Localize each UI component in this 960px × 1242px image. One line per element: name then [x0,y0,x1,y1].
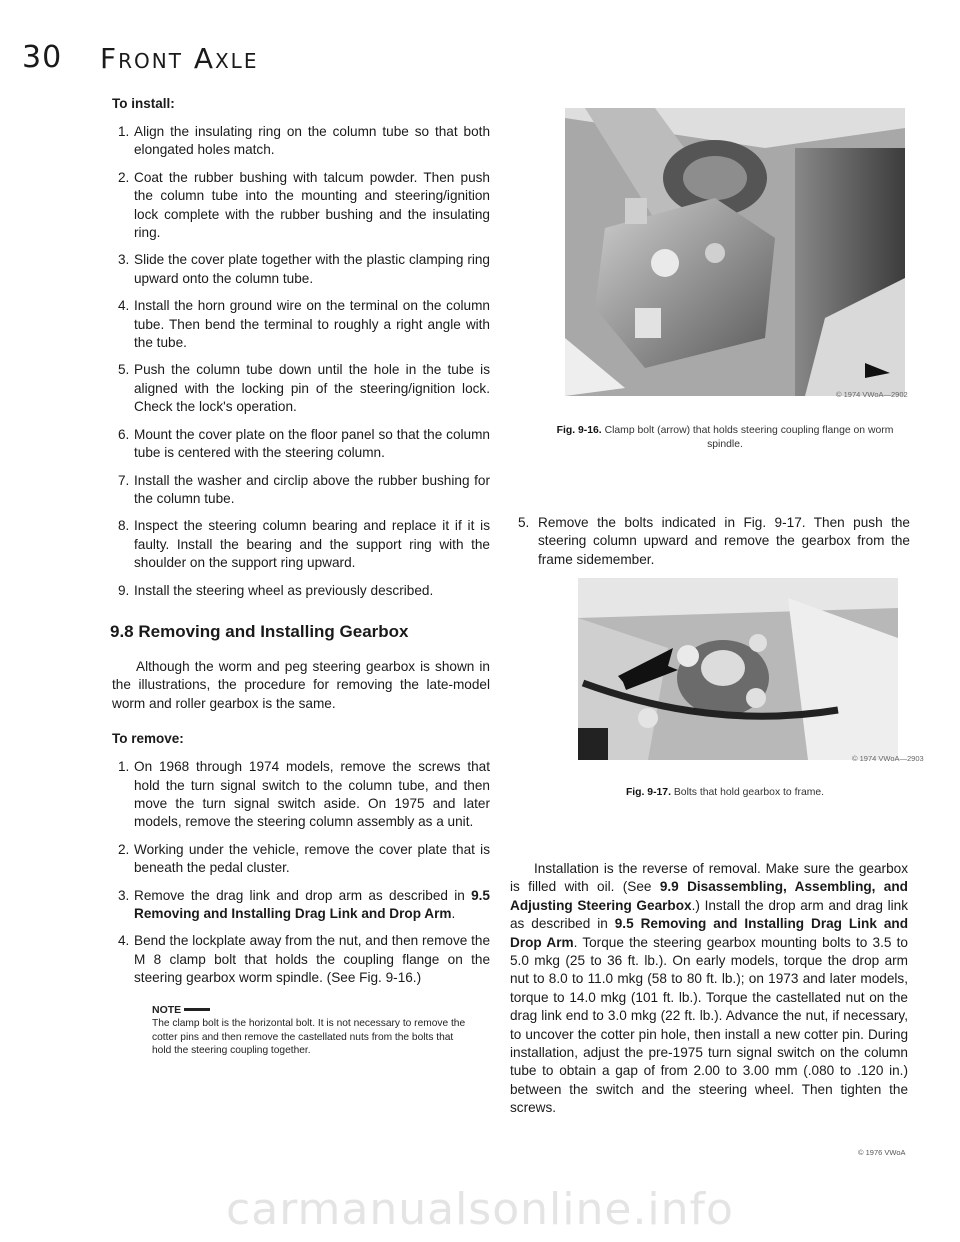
step-text: Remove the drag link and drop arm as described in [134,887,472,903]
step-number: 2. [118,169,130,185]
step-number: 7. [118,472,130,488]
step-number: 6. [118,426,130,442]
figure-9-17-photo [578,578,898,760]
figure-9-16-photo [565,108,905,396]
note-text: The clamp bolt is the horizontal bolt. It is not necessary to remove the cotter pins and then remove the castellated nuts from the bolts that hold the steering coupling together. [152,1018,466,1057]
install-step-8 [112,517,490,572]
figure-9-17-label: Fig. 9-17. [625,787,671,798]
step-text: Slide the cover plate together with the plastic clamping ring upward onto the column tube. [134,252,490,286]
install-step-7 [112,472,490,509]
figure-9-16-label: Fig. 9-16. [556,425,602,436]
closing-ref-1: 9.9 Disassembling, Assembling, and Adjusting Steering Gearbox [510,879,908,913]
site-watermark: carmanualsonline.info [226,1184,734,1235]
step-text: . [451,906,456,921]
closing-text-1: Installation is the reverse of removal. Make sure the gearbox is filled with oil. (See [510,861,908,895]
install-step-3 [112,251,490,288]
note-box [152,1004,472,1058]
remove-step-5 [518,514,910,569]
figure-9-16-caption-text: Clamp bolt (arrow) that holds steering coupling flange on worm spindle. [604,425,894,450]
figure-9-17-caption-text: Bolts that hold gearbox to frame. [673,787,825,798]
closing-text-3: . Torque the steering gearbox mounting bolts to 3.5 to 5.0 mkg (25 to 36 ft. lb.). On early models, torque the drop arm nut to 8.0 to 11.0 mkg (58 to 80 ft. lb.); on 1973 and later models, torque to 14.0 mkg (101 ft. lb.). Torque the castellated nut on the drag link end to 3.0 mkg (22 ft. lb.). Advance the nut, if necessary, to uncover the cotter pin hole, then install a new cotter pin. During installation, adjust the pre-1975 turn signal switch on the column tube to obtain a gap of from 2.00 to 3.00 mm (.080 to .120 in.) between the switch and the steering wheel. Then tighten the screws. [510,934,908,1116]
step-5-number: 5. [518,515,530,530]
left-column [112,96,490,1058]
step-text: Working under the vehicle, remove the cover plate that is beneath the pedal cluster. [134,841,490,876]
remove-step-3 [112,887,490,924]
page-number: 30 [22,40,63,75]
step-number: 4. [118,298,130,314]
step-number: 1. [118,124,130,139]
install-step-5 [112,361,490,416]
install-step-4 [112,297,490,352]
step-text: Inspect the steering column bearing and replace it if it is faulty. Install the bearing and the support ring with the shoulder on the support ring upward. [134,518,490,571]
step-number: 8. [118,518,130,534]
step-text: Install the horn ground wire on the terminal on the column tube. Then bend the terminal to roughly a right angle with the tube. [134,298,490,351]
install-step-6 [112,426,490,463]
closing-ref-2: 9.5 Removing and Installing Drag Link and Drop Arm [510,916,908,950]
figure-9-17-caption [550,786,900,800]
figure-9-16-id: © 1974 VWoA—2902 [836,390,908,399]
note-rule [184,1008,210,1011]
step-cross-reference: 9.5 Removing and Installing Drag Link and Drop Arm [134,887,490,921]
step-text: Mount the cover plate on the floor panel so that the column tube is centered with the steering column. [134,426,490,461]
remove-heading: To remove: [112,731,184,747]
step-number: 5. [118,362,130,378]
step-number: 3. [118,252,130,268]
install-step-9 [112,582,490,600]
step-number: 2. [118,841,130,857]
step-text: On 1968 through 1974 models, remove the screws that hold the turn signal switch to the column tube, and then move the turn signal switch aside. On 1975 and later models, remove the steering column assembly as a unit. [134,759,490,830]
step-number: 3. [118,887,130,903]
figure-9-17-id: © 1974 VWoA—2903 [852,754,924,763]
step-number: 9. [118,582,130,598]
remove-step-4 [112,932,490,987]
install-step-2 [112,169,490,243]
step-text: Coat the rubber bushing with talcum powder. Then push the column tube into the mounting and steering/ignition lock complete with the rubber bushing and the insulating ring. [134,169,490,241]
step-text: Install the washer and circlip above the rubber bushing for the column tube. [134,472,490,506]
step-text: Align the insulating ring on the column tube so that both elongated holes match. [134,124,490,158]
installation-paragraph [510,860,908,1118]
step-number: 1. [118,759,130,775]
step-text: Push the column tube down until the hole in the tube is aligned with the locking pin of the steering/ignition lock. Check the lock's operation. [134,362,490,415]
page-copyright: © 1976 VWoA [858,1148,906,1157]
step-5-text: Remove the bolts indicated in Fig. 9-17. Then push the steering column upward and remove the gearbox from the frame sidemember. [538,515,910,567]
figure-9-16-caption [550,424,900,452]
install-step-1 [112,123,490,160]
step-text: Install the steering wheel as previously described. [134,582,434,598]
install-heading: To install: [112,96,175,111]
section-title: 9.8 Removing and Installing Gearbox [110,621,409,641]
section-intro: Although the worm and peg steering gearbox is shown in the illustrations, the procedure for removing the late-model worm and roller gearbox is the same. [112,658,490,711]
step-number: 4. [118,933,130,949]
remove-step-1 [112,758,490,832]
step-text: Bend the lockplate away from the nut, and then remove the M 8 clamp bolt that holds the coupling flange on the steering gearbox worm spindle. (See Fig. 9-16.) [134,933,490,986]
remove-steps-list [112,758,490,987]
remove-step-2 [112,841,490,878]
note-label: NOTE [152,1003,182,1016]
chapter-title: Front Axle [100,42,259,75]
closing-text-2: .) Install the drop arm and drag link as described in [510,897,909,932]
install-steps-list [112,123,490,600]
